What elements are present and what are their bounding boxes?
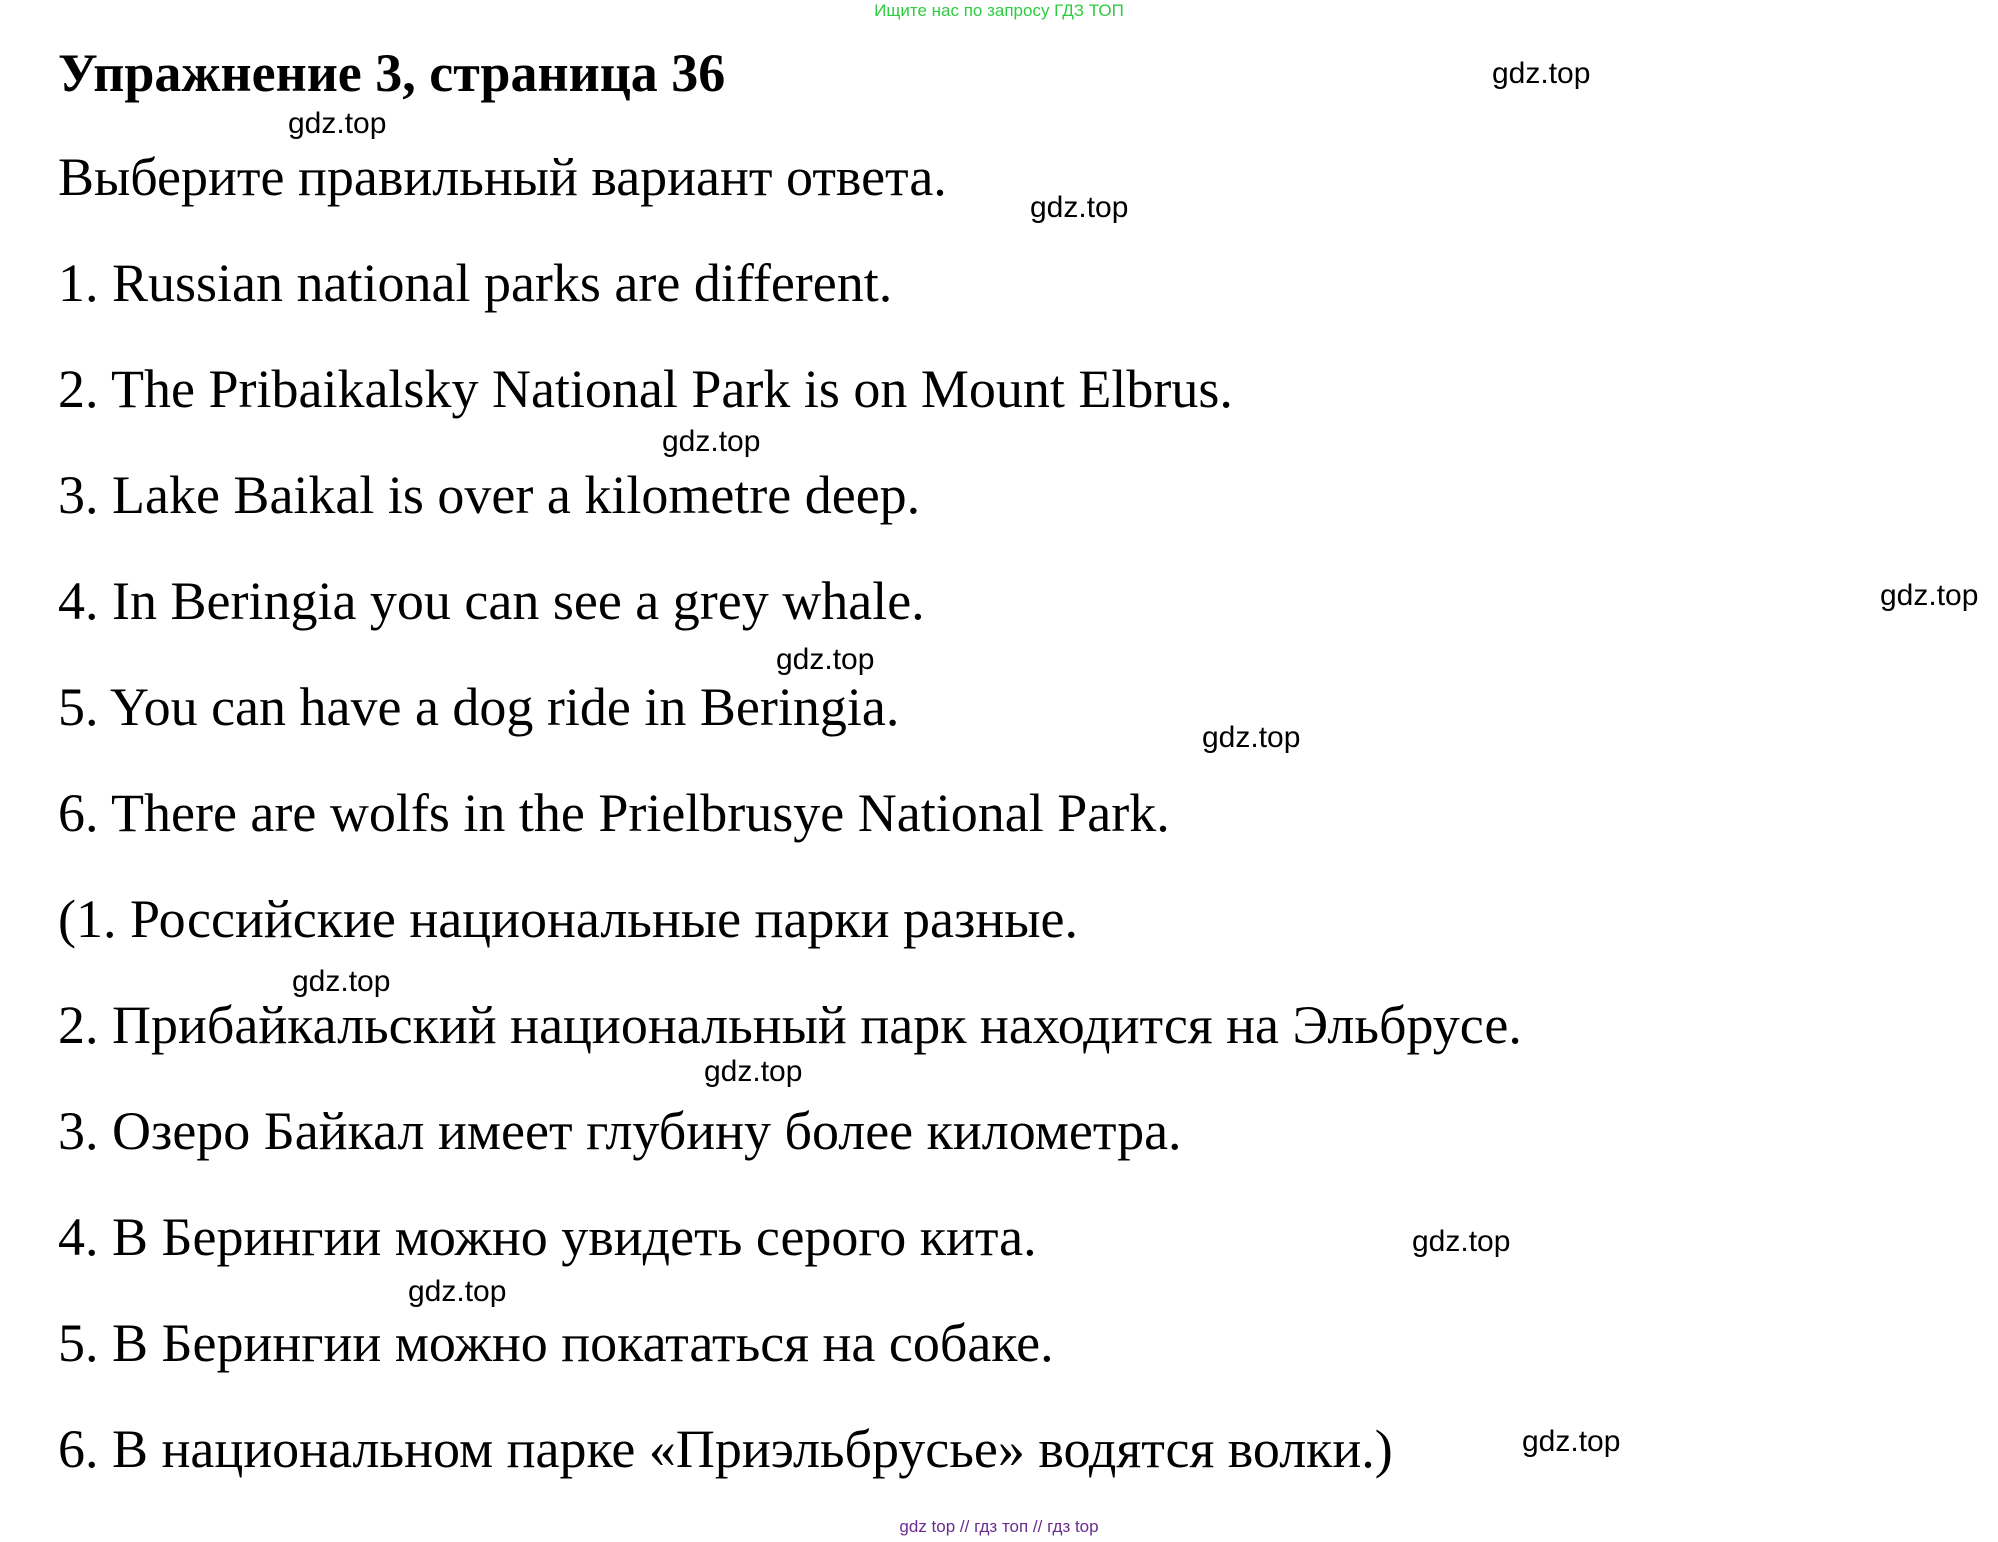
statement-en-6: 6. There are wolfs in the Prielbrusye National Park. — [58, 783, 1170, 843]
watermark: gdz.top — [1202, 721, 1301, 754]
statement-ru-4: 4. В Берингии можно увидеть серого кита. — [58, 1207, 1037, 1267]
statement-ru-5: 5. В Берингии можно покататься на собаке. — [58, 1313, 1054, 1373]
watermark: gdz.top — [408, 1275, 507, 1308]
watermark: gdz.top — [1492, 57, 1591, 90]
watermark: gdz.top — [1880, 579, 1979, 612]
watermark: gdz.top — [1030, 191, 1129, 224]
statement-ru-6: 6. В национальном парке «Приэльбрусье» водятся волки.) — [58, 1419, 1393, 1479]
watermark: gdz.top — [288, 107, 387, 140]
statement-ru-3: 3. Озеро Байкал имеет глубину более километра. — [58, 1101, 1182, 1161]
watermark: gdz.top — [662, 425, 761, 458]
page-title: Упражнение 3, страница 36 — [58, 43, 726, 103]
statement-ru-1: (1. Российские национальные парки разные. — [58, 889, 1078, 949]
statement-en-3: 3. Lake Baikal is over a kilometre deep. — [58, 465, 921, 525]
watermark: gdz.top — [704, 1055, 803, 1088]
statement-en-5: 5. You can have a dog ride in Beringia. — [58, 677, 900, 737]
instruction-text: Выберите правильный вариант ответа. — [58, 147, 947, 207]
statement-en-1: 1. Russian national parks are different. — [58, 253, 893, 313]
statement-en-4: 4. In Beringia you can see a grey whale. — [58, 571, 925, 631]
watermark: gdz.top — [776, 643, 875, 676]
watermark: gdz.top — [1522, 1425, 1621, 1458]
watermark: gdz.top — [1412, 1225, 1511, 1258]
statement-ru-2: 2. Прибайкальский национальный парк находится на Эльбрусе. — [58, 995, 1522, 1055]
top-banner: Ищите нас по запросу ГДЗ ТОП — [874, 1, 1124, 20]
statement-en-2: 2. The Pribaikalsky National Park is on Mount Elbrus. — [58, 359, 1233, 419]
watermark: gdz.top — [292, 965, 391, 998]
footer-watermark: gdz top // гдз топ // гдз top — [899, 1517, 1099, 1536]
